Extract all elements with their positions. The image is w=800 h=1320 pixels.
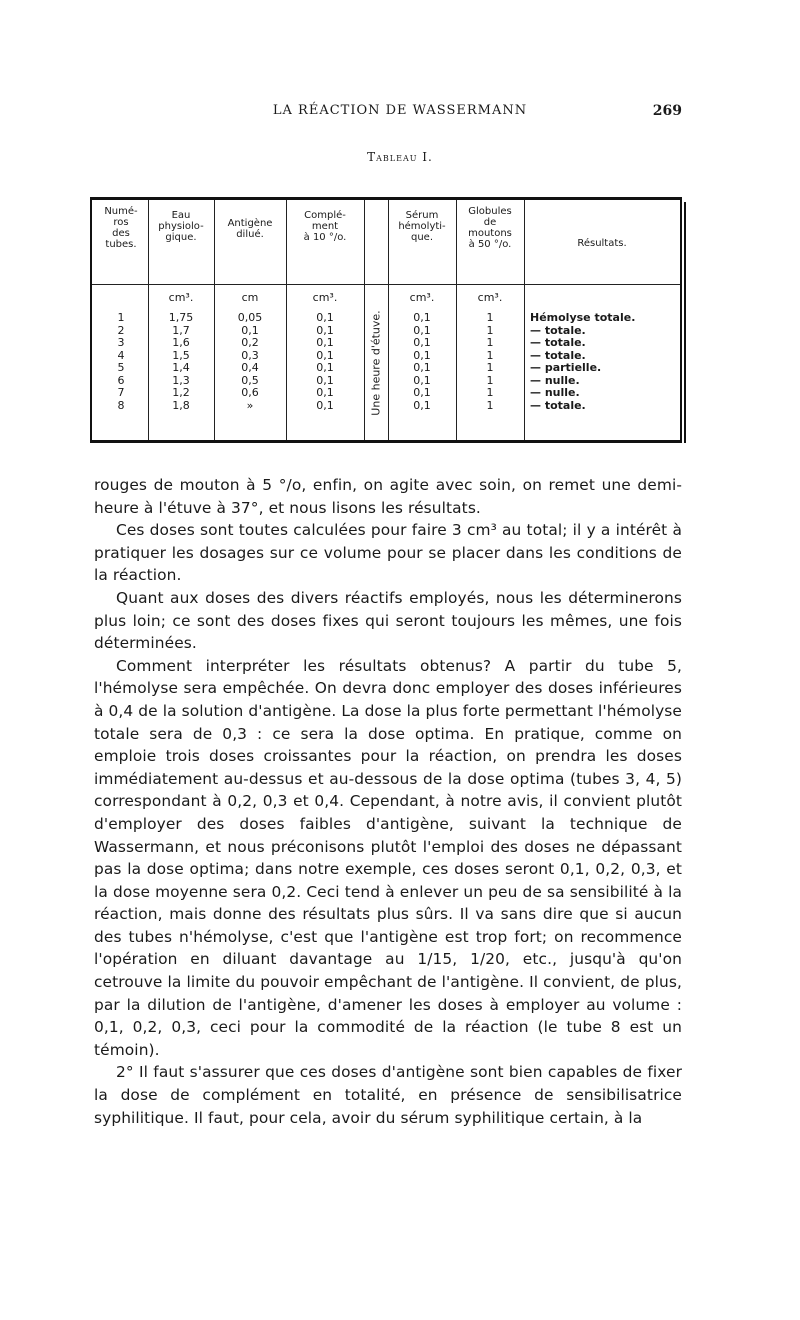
running-title: LA RÉACTION DE WASSERMANN [272,103,528,118]
cell-resultats-3: — totale. [530,336,586,349]
cell-resultats-7: — nulle. [530,386,580,399]
paragraph-1: rouges de mouton à 5 °/o, enfin, on agite avec soin, on remet une demi-heure à l'étuve à 37°, et nous lisons les résultats. [94,476,682,517]
cell-serum-8: 0,1 [413,398,431,412]
cell-globules-4: 1 [486,348,494,362]
cell-tubes-7: 7 [117,386,125,399]
cell-antigene-5: 0,4 [241,361,259,374]
column-antigene [214,312,286,412]
paragraph-4: Comment interpréter les résultats obtenus? A partir du tube 5, l'hémolyse sera empêchée. On devra donc employer des doses inférieures à 0,4 de la solution d'antigène. La dose la plus forte permettant l'hémolyse totale sera de 0,3 : ce sera la dose optima. En pratique, comme on emploie trois doses croissantes pour la réaction, on prendra les doses immédiatement au-dessus et au-dessous de la dose optima (tubes 3, 4, 5) correspondant à 0,2, 0,3 et 0,4. Cependant, à notre avis, il convient plutôt d'employer des doses faibles d'antigène, suivant la technique de Wassermann, et nous préconisons plutôt l'emploi des doses ne dépassant pas la dose optima; dans notre exemple, ces doses seront 0,1, 0,2, 0,3, et la dose moyenne sera 0,2. Ceci tend à enlever un peu de sa sensibilité à la réaction, mais donne des résultats plus sûrs. Il va sans dire que si aucun des tubes n'hémolyse, c'est que l'antigène est trop fort; on recommence l'opération en diluant davantage au 1/15, 1/20, etc., jusqu'à qu'on cetrouve la limite du pouvoir empêchant de l'antigène. Il convient, de plus, par la dilution de l'antigène, d'amener les doses à employer au volume : 0,1, 0,2, 0,3, ceci pour la commodité de la réaction (le tube 8 est un témoin). [94,656,682,1059]
cell-resultats-4: — totale. [530,348,586,362]
header-serum: Sérum hémolyti- que. [398,210,446,243]
cell-resultats-2: — totale. [530,323,586,337]
cell-antigene-3: 0,2 [241,336,259,349]
cell-tubes-1: 1 [117,311,125,324]
column-complement [286,312,364,412]
cell-antigene-6: 0,5 [241,373,259,387]
column-serum [388,312,456,412]
header-globules: Globules de moutons à 50 °/o. [468,206,512,250]
cell-tubes-6: 6 [117,373,125,387]
cell-antigene-8: » [246,398,254,412]
cell-eau-4: 1,5 [172,348,190,362]
header-antigene: Antigène dilué. [227,218,273,240]
running-head [0,103,800,123]
cell-resultats-1: Hémolyse totale. [530,311,636,324]
cell-tubes-2: 2 [117,323,125,337]
cell-serum-7: 0,1 [413,386,431,399]
header-tubes: Numé- ros des tubes. [104,206,138,250]
cell-complement-5: 0,1 [316,361,334,374]
unit-antigene: cm [241,291,259,304]
unit-serum: cm³. [409,291,435,304]
cell-globules-1: 1 [486,311,494,324]
paragraph-5: 2° Il faut s'assurer que ces doses d'antigène sont bien capables de fixer la dose de complément en totalité, en présence de sensibilisatrice syphilitique. Il faut, pour cela, avoir du sérum syphilitique certain, à la [94,1063,682,1127]
cell-antigene-4: 0,3 [241,348,259,362]
cell-complement-7: 0,1 [316,386,334,399]
cell-serum-3: 0,1 [413,336,431,349]
cell-resultats-6: — nulle. [530,373,580,387]
unit-globules: cm³. [477,291,503,304]
cell-complement-3: 0,1 [316,336,334,349]
incubation-note-text: Une heure d'étuve. [369,310,383,416]
cell-eau-2: 1,7 [172,323,190,337]
cell-tubes-4: 4 [117,348,125,362]
header-eau: Eau physiolo- gique. [158,210,204,243]
header-resultats: Résultats. [577,238,627,249]
cell-globules-3: 1 [486,336,494,349]
cell-globules-6: 1 [486,373,494,387]
cell-eau-6: 1,3 [172,373,190,387]
cell-antigene-7: 0,6 [241,386,259,399]
paragraph-3: Quant aux doses des divers réactifs employés, nous les déterminerons plus loin; ce sont des doses fixes qui seront toujours les mêmes, une fois déterminées. [94,588,682,653]
body-text [94,474,682,1129]
cell-eau-5: 1,4 [172,361,190,374]
column-globules [456,312,524,412]
page-number: 269 [652,103,682,119]
cell-globules-5: 1 [486,361,494,374]
cell-serum-4: 0,1 [413,348,431,362]
cell-serum-1: 0,1 [413,311,431,324]
cell-eau-3: 1,6 [172,336,190,349]
results-table [90,197,682,443]
cell-complement-2: 0,1 [316,323,334,337]
cell-serum-5: 0,1 [413,361,431,374]
cell-globules-2: 1 [486,323,494,337]
cell-antigene-2: 0,1 [241,323,259,337]
cell-resultats-8: — totale. [530,398,586,412]
cell-complement-1: 0,1 [316,311,334,324]
unit-complement: cm³. [312,291,338,304]
cell-tubes-5: 5 [117,361,125,374]
cell-serum-2: 0,1 [413,323,431,337]
column-tubes [94,312,148,412]
cell-eau-1: 1,75 [168,311,194,324]
cell-eau-7: 1,2 [172,386,190,399]
cell-globules-8: 1 [486,398,494,412]
cell-complement-6: 0,1 [316,373,334,387]
table-caption: Tableau I. [367,150,433,164]
cell-complement-8: 0,1 [316,398,334,412]
cell-resultats-5: — partielle. [530,361,602,374]
cell-globules-7: 1 [486,386,494,399]
cell-tubes-3: 3 [117,336,125,349]
cell-complement-4: 0,1 [316,348,334,362]
paragraph-2: Ces doses sont toutes calculées pour faire 3 cm³ au total; il y a intérêt à pratiquer les dosages sur ce volume pour se placer dans les conditions de la réaction. [94,521,682,585]
cell-eau-8: 1,8 [172,398,190,412]
cell-serum-6: 0,1 [413,373,431,387]
unit-eau: cm³. [168,291,194,304]
cell-antigene-1: 0,05 [237,311,263,324]
column-resultats [530,312,676,412]
column-eau [148,312,214,412]
incubation-note [367,288,385,438]
header-complement: Complé- ment à 10 °/o. [303,210,347,243]
cell-tubes-8: 8 [117,398,125,412]
